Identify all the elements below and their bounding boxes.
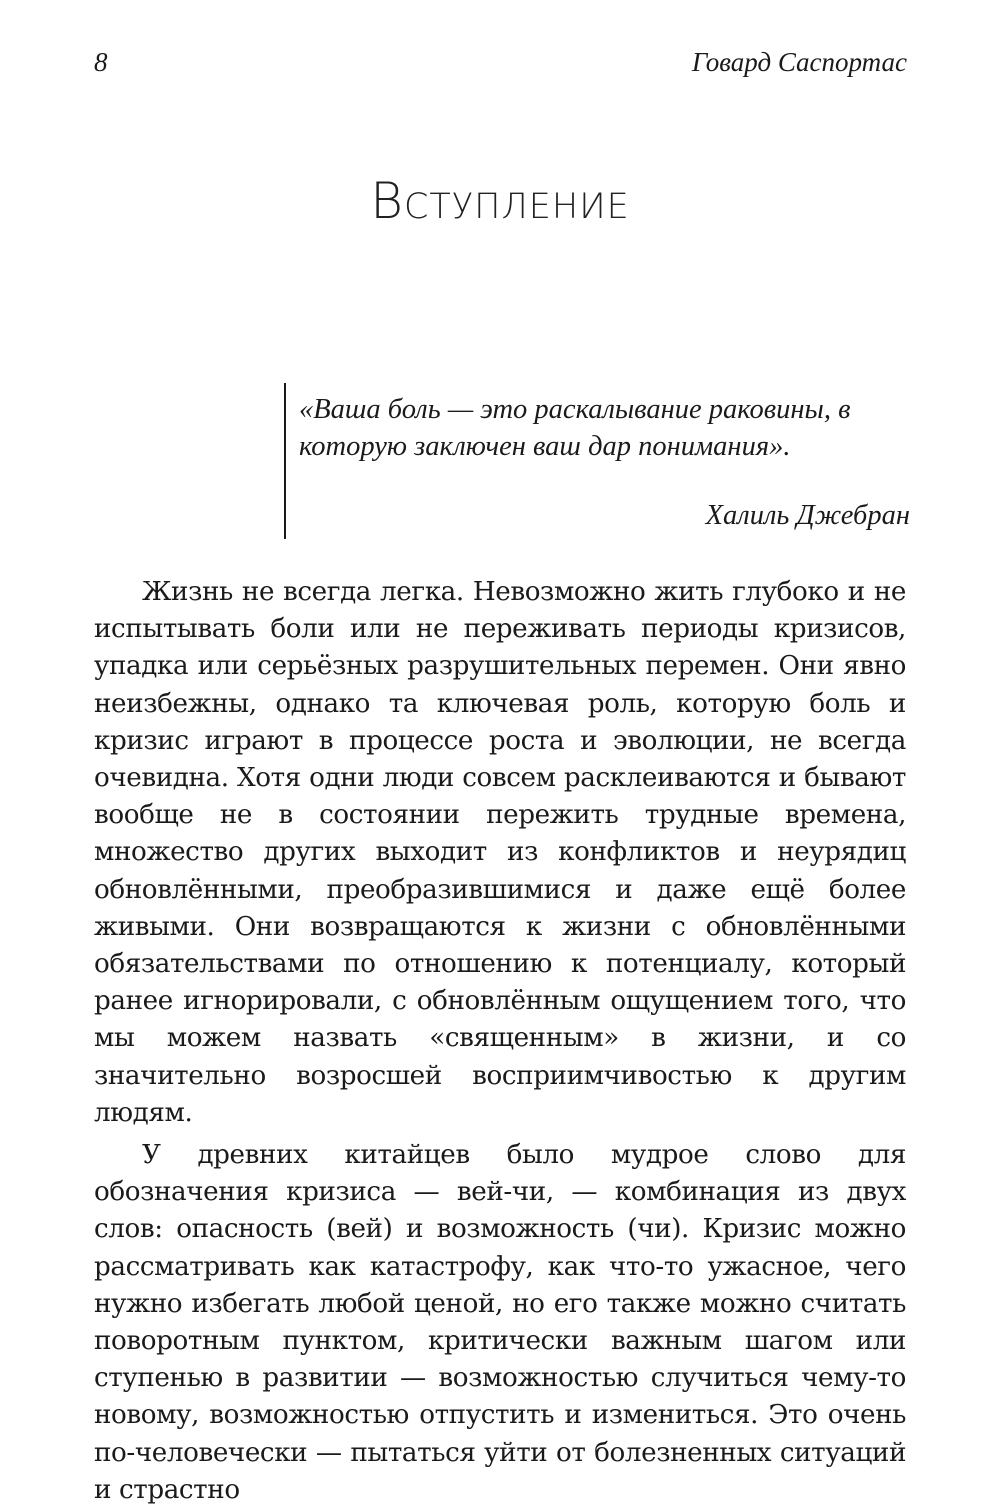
epigraph	[284, 383, 910, 539]
running-head-author: Говард Саспортас	[691, 47, 907, 77]
epigraph-quote: «Ваша боль — это раскалывание раковины, в которую заключен ваш дар понимания».	[299, 394, 851, 462]
body-text	[94, 574, 906, 1509]
paragraph: У древних китайцев было мудрое слово для обозначения кризиса — вей-чи, — комбинация из двух слов: опасность (вей) и возможность (чи). Кризис можно рассматривать как катастрофу, как что-то ужасное, чего нужно избегать любой ценой, но его также можно считать поворотным пунктом, критически важным шагом или ступенью в развитии — возможностью случиться чему-то новому, возможностью отпустить и измениться. Это очень по-человечески — пытаться уйти от болезненных ситуаций и страстно	[94, 1140, 906, 1505]
epigraph-author: Халиль Джебран	[705, 500, 910, 531]
chapter-title: Вступление	[370, 172, 630, 230]
page-number: 8	[94, 47, 108, 77]
paragraph: Жизнь не всегда легка. Невозможно жить глубоко и не испытывать боли или не переживать периоды кризисов, упадка или серьёзных разрушительных перемен. Они явно неизбежны, однако та ключевая роль, которую боль и кризис играют в процессе роста и эволюции, не всегда очевидна. Хотя одни люди совсем расклеиваются и бывают вообще не в состоянии пережить трудные времена, множество других выходит из конфликтов и неурядиц обновлёнными, преобразившимися и даже ещё более живыми. Они возвращаются к жизни с обновлёнными обязательствами по отношению к потенциалу, который ранее игнорировали, с обновлённым ощущением того, что мы можем назвать «священным» в жизни, и со значительно возросшей восприимчивостью к другим людям.	[94, 577, 906, 1128]
